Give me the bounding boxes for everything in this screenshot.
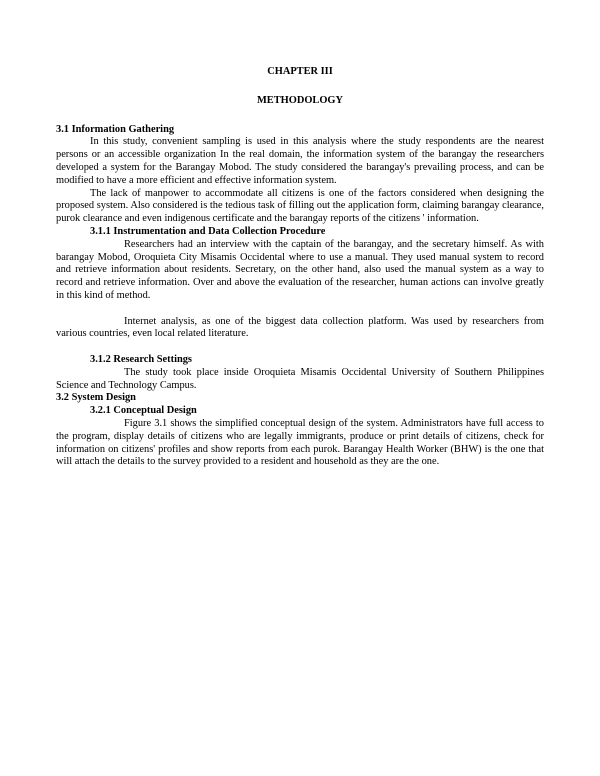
paragraph-3-1-1-a: Researchers had an interview with the captain of the barangay, and the secretary himself. As with barangay Mobod, Oroquieta City Misamis Occidental where to use a manual. They used manual system to record and retrieve information about residents. Secretary, on the other hand, also used the manual system as a way to record and retrieve information. Over and above the evaluation of the researcher, human actions can involve greatly in this kind of method. [56, 238, 544, 301]
section-title: METHODOLOGY [256, 94, 344, 106]
paragraph-3-1-1-b: Internet analysis, as one of the biggest data collection platform. Was used by researchers from various countries, even local related literature. [56, 315, 544, 340]
spacer [56, 341, 544, 354]
heading-3-1: 3.1 Information Gathering [56, 123, 175, 135]
heading-3-1-1: 3.1.1 Instrumentation and Data Collection Procedure [90, 225, 326, 237]
chapter-title: CHAPTER III [267, 66, 333, 77]
paragraph-3-2-1: Figure 3.1 shows the simplified conceptual design of the system. Administrators have full access to the program, display details of citizens who are legally immigrants, produce or print details of citizens, check for information on citizens' profiles and show reports from each purok. Barangay Health Worker (BHW) is the one that will attach the details to the survey provided to a resident and household as they are the one. [56, 417, 544, 468]
paragraph-3-1-a: In this study, convenient sampling is used in this analysis where the study respondents are the nearest persons or an accessible organization In the real domain, the information system of the barangay the researchers developed a system for the Barangay Mobod. The study considered the barangay's prevailing process, and can be modified to have a more efficient and effective information system. [56, 136, 544, 186]
spacer [56, 303, 544, 316]
paragraph-3-1-2: The study took place inside Oroquieta Misamis Occidental University of Southern Philippines Science and Technology Campus. [56, 366, 544, 391]
heading-3-1-2: 3.1.2 Research Settings [90, 353, 192, 365]
heading-3-2-1: 3.2.1 Conceptual Design [90, 405, 197, 417]
paragraph-3-1-b: The lack of manpower to accommodate all citizens is one of the factors considered when designing the proposed system. Also considered is the tedious task of filling out the application form, claiming barangay clearance, purok clearance and even indigenous certificate and the barangay reports of the citizens ' information. [56, 187, 544, 225]
heading-3-2: 3.2 System Design [56, 392, 136, 404]
